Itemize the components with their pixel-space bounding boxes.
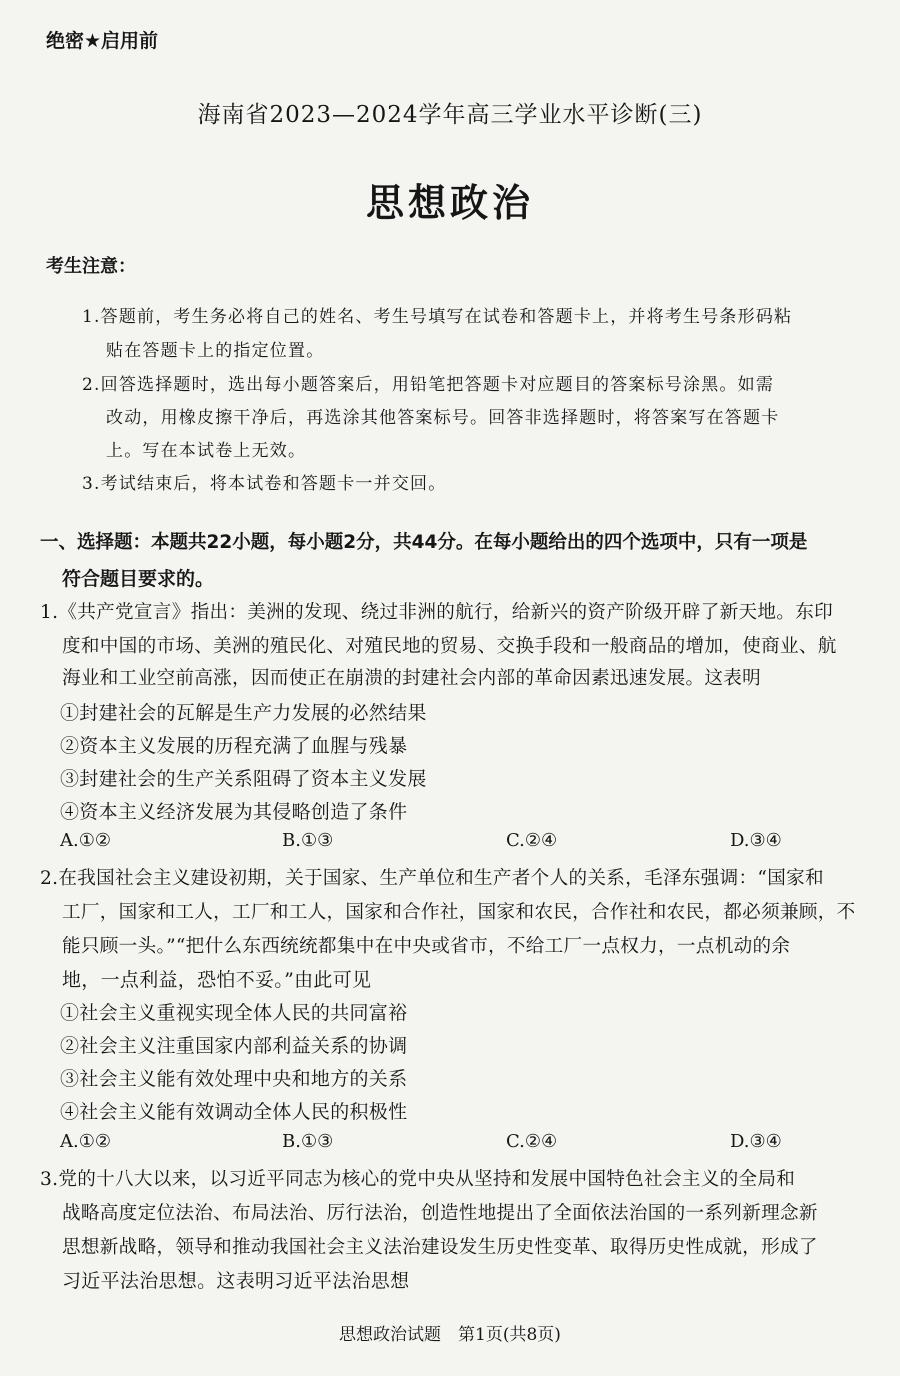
- q1-option-d[interactable]: D.③④: [730, 830, 782, 851]
- q2-option-c[interactable]: C.②④: [506, 1131, 558, 1152]
- q1-statement: ②资本主义发展的历程充满了血腥与残暴: [60, 735, 408, 757]
- q3-stem-line: 习近平法治思想。这表明习近平法治思想: [62, 1270, 410, 1292]
- q2-stem-line: 工厂，国家和工人，工厂和工人，国家和合作社，国家和农民，合作社和农民，都必须兼顾，不: [62, 902, 856, 923]
- exam-title: 海南省2023—2024学年高三学业水平诊断(三): [197, 102, 703, 128]
- q1-statement: ①封建社会的瓦解是生产力发展的必然结果: [60, 702, 427, 724]
- section-heading: 一、选择题：本题共22小题，每小题2分，共44分。在每小题给出的四个选项中，只有一项是: [40, 532, 808, 553]
- q1-option-c[interactable]: C.②④: [506, 830, 558, 851]
- page-footer: 思想政治试题 第1页(共8页): [339, 1325, 561, 1345]
- q1-statement: ③封建社会的生产关系阻碍了资本主义发展: [60, 768, 427, 790]
- q2-option-b[interactable]: B.①③: [282, 1131, 334, 1152]
- notice-line: 贴在答题卡上的指定位置。: [106, 341, 325, 361]
- q1-statement: ④资本主义经济发展为其侵略创造了条件: [60, 801, 408, 823]
- notice-line: 上。写在本试卷上无效。: [106, 441, 307, 461]
- q2-options: [60, 1131, 840, 1157]
- q2-option-a[interactable]: A.①②: [60, 1131, 111, 1152]
- notice-line: 1.答题前，考生务必将自己的姓名、考生号填写在试卷和答题卡上，并将考生号条形码粘: [82, 307, 793, 327]
- q3-stem-line: 战略高度定位法治、布局法治、厉行法治，创造性地提出了全面依法治国的一系列新理念新: [62, 1203, 818, 1224]
- q2-stem-line: 地，一点利益，恐怕不妥。”由此可见: [62, 969, 372, 991]
- q3-stem-line: 思想新战略，领导和推动我国社会主义法治建设发生历史性变革、取得历史性成就，形成了: [62, 1237, 818, 1258]
- q1-stem-line: 1.《共产党宣言》指出：美洲的发现、绕过非洲的航行，给新兴的资产阶级开辟了新天地。东印: [40, 602, 833, 623]
- q1-stem-line: 海业和工业空前高涨，因而使正在崩溃的封建社会内部的革命因素迅速发展。这表明: [62, 668, 762, 689]
- notice-line: 3.考试结束后，将本试卷和答题卡一并交回。: [82, 474, 447, 494]
- q2-stem-line: 2.在我国社会主义建设初期，关于国家、生产单位和生产者个人的关系，毛泽东强调：“国家和: [40, 868, 824, 889]
- subject-title: 思想政治: [365, 181, 534, 225]
- q2-statement: ①社会主义重视实现全体人民的共同富裕: [60, 1002, 408, 1024]
- q1-options: [60, 830, 840, 856]
- notice-line: 2.回答选择题时，选出每小题答案后，用铅笔把答题卡对应题目的答案标号涂黑。如需: [82, 375, 775, 395]
- q3-stem-line: 3.党的十八大以来，以习近平同志为核心的党中央从坚持和发展中国特色社会主义的全局和: [40, 1169, 796, 1190]
- q1-stem-line: 度和中国的市场、美洲的殖民化、对殖民地的贸易、交换手段和一般商品的增加，使商业、航: [62, 636, 837, 657]
- q2-statement: ④社会主义能有效调动全体人民的积极性: [60, 1101, 408, 1123]
- notice-heading: 考生注意：: [46, 256, 136, 277]
- section-heading-cont: 符合题目要求的。: [62, 568, 215, 590]
- q2-statement: ②社会主义注重国家内部利益关系的协调: [60, 1035, 408, 1057]
- confidential-label: 绝密★启用前: [46, 30, 159, 52]
- q1-option-a[interactable]: A.①②: [60, 830, 111, 851]
- q2-statement: ③社会主义能有效处理中央和地方的关系: [60, 1068, 408, 1090]
- q2-stem-line: 能只顾一头。”“把什么东西统统都集中在中央或省市，不给工厂一点权力，一点机动的余: [62, 936, 791, 957]
- notice-line: 改动，用橡皮擦干净后，再选涂其他答案标号。回答非选择题时，将答案写在答题卡: [106, 408, 780, 428]
- q2-option-d[interactable]: D.③④: [730, 1131, 782, 1152]
- q1-option-b[interactable]: B.①③: [282, 830, 334, 851]
